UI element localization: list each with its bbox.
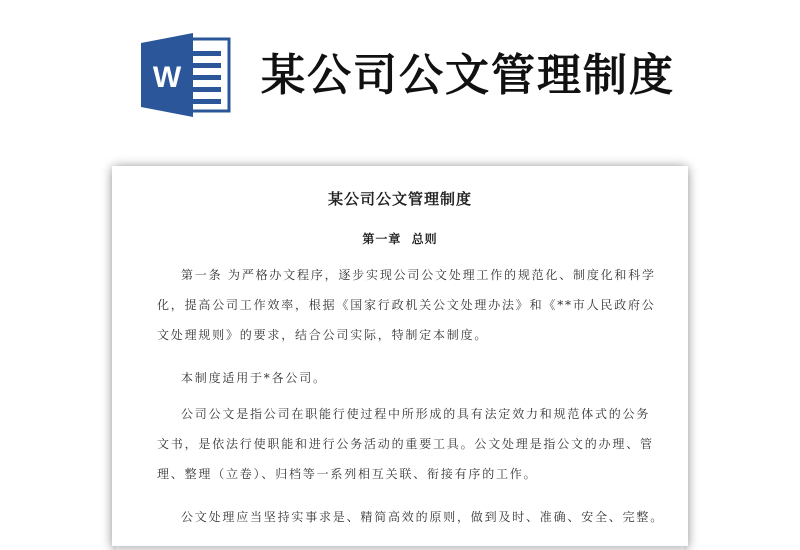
chapter-heading: 第一章 总则 bbox=[362, 232, 438, 246]
word-icon-letter: W bbox=[152, 61, 182, 94]
word-document-icon bbox=[141, 33, 231, 117]
paragraph-line: 文处理规则》的要求，结合公司实际，特制定本制度。 bbox=[157, 328, 489, 342]
paragraph-scope bbox=[157, 363, 647, 393]
paragraph-line: 理、整理（立卷）、归档等一系列相互关联、衔接有序的工作。 bbox=[157, 467, 538, 481]
paragraph-line: 公司公文是指公司在职能行使过程中所形成的具有法定效力和规范体式的公务 bbox=[181, 407, 651, 421]
paragraph-line: 第一条 为严格办文程序，逐步实现公司公文处理工作的规范化、制度化和科学 bbox=[181, 268, 656, 282]
document-page bbox=[112, 166, 688, 546]
paragraph-definition bbox=[157, 399, 654, 489]
paragraph-principles bbox=[157, 502, 665, 532]
paragraph-line: 公文处理应当坚持实事求是、精简高效的原则，做到及时、准确、安全、完整。 bbox=[181, 510, 665, 524]
document-title: 某公司公文管理制度 bbox=[327, 190, 472, 208]
paragraph-line: 化，提高公司工作效率，根据《国家行政机关公文处理办法》和《**市人民政府公 bbox=[157, 298, 656, 312]
banner-title: 某公司公文管理制度 bbox=[261, 50, 675, 101]
paragraph-line: 文书，是依法行使职能和进行公务活动的重要工具。公文处理是指公文的办理、管 bbox=[157, 437, 654, 451]
paragraph-line: 本制度适用于*各公司。 bbox=[181, 371, 327, 385]
header-banner bbox=[0, 0, 800, 140]
paragraph-article-1 bbox=[157, 260, 656, 350]
